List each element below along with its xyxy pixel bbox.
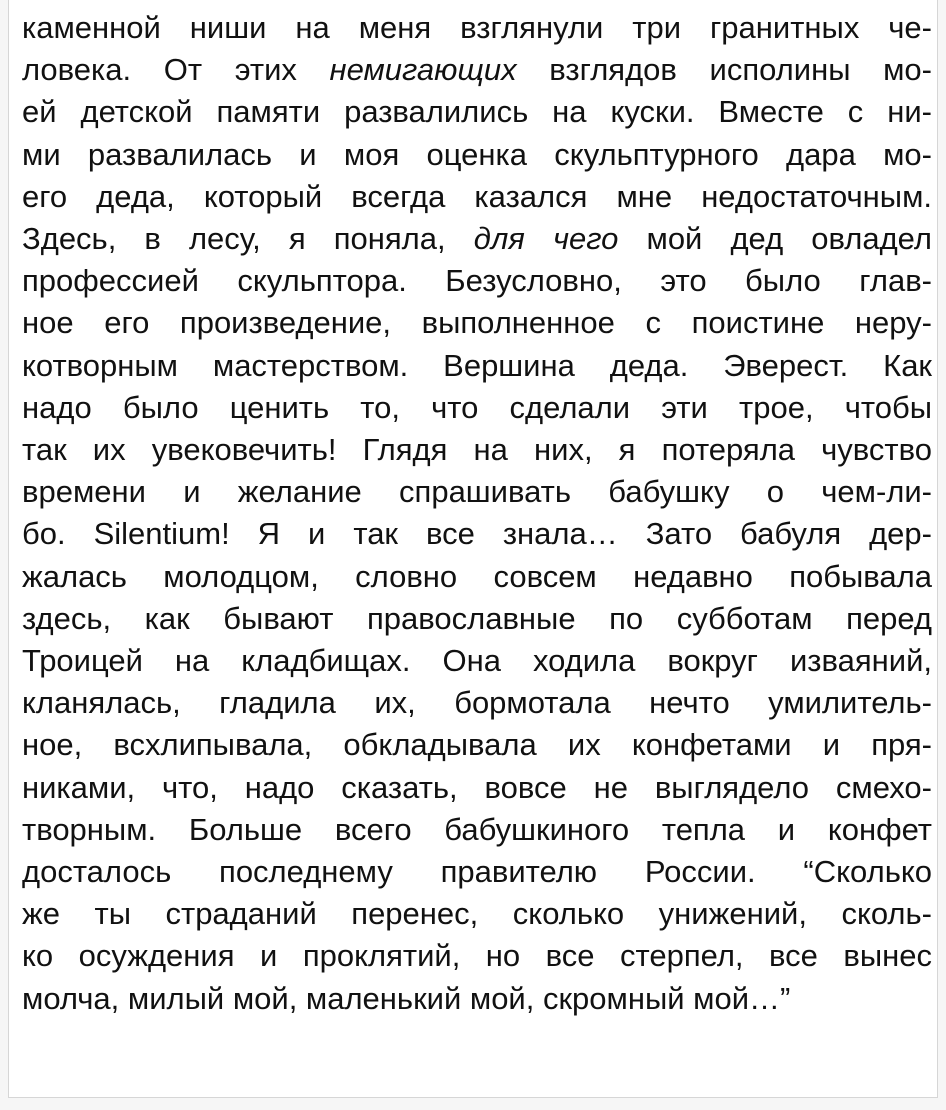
text-segment: котворным мастерством. Вершина деда. Эверест. Как bbox=[22, 347, 932, 383]
italic-emphasis: немигающих bbox=[329, 52, 517, 88]
text-segment: же ты страданий перенес, сколько унижений, сколь- bbox=[22, 896, 932, 932]
text-segment: мой дед овладел bbox=[618, 221, 932, 256]
italic-emphasis: для чего bbox=[473, 221, 619, 256]
text-segment: ловека. От этих bbox=[22, 52, 330, 88]
text-segment: Троицей на кладбищах. Она ходила вокруг изваяний, bbox=[22, 643, 932, 678]
text-segment: ко осуждения и проклятий, но все стерпел, все вынес bbox=[22, 938, 932, 974]
text-line bbox=[22, 471, 932, 513]
text-segment: бо. Silentium! Я и так все знала… Зато бабуля дер- bbox=[22, 516, 932, 552]
text-segment: так их увековечить! Глядя на них, я потеряла чувство bbox=[22, 432, 932, 467]
document-page bbox=[8, 0, 938, 1098]
text-line bbox=[22, 260, 932, 302]
text-segment: профессией скульптора. Безусловно, это было глав- bbox=[22, 263, 932, 299]
text-segment: молча, милый мой, маленький мой, скромный мой…” bbox=[22, 980, 791, 1016]
text-line bbox=[22, 429, 932, 471]
text-line bbox=[22, 640, 932, 682]
text-segment: ное его произведение, выполненное с поистине неру- bbox=[22, 305, 932, 341]
text-segment: никами, что, надо сказать, вовсе не выглядело смехо- bbox=[22, 769, 932, 805]
text-segment: ное, всхлипывала, обкладывала их конфетами и пря- bbox=[22, 727, 932, 763]
text-line bbox=[22, 49, 932, 91]
text-segment: творным. Больше всего бабушкиного тепла и конфет bbox=[22, 811, 932, 847]
text-segment: Здесь, в лесу, я поняла, bbox=[22, 221, 474, 256]
text-line bbox=[22, 893, 932, 935]
text-segment: жалась молодцом, словно совсем недавно побывала bbox=[22, 558, 932, 594]
text-line bbox=[22, 513, 932, 555]
text-line bbox=[22, 851, 932, 893]
text-segment: его деда, который всегда казался мне недостаточным. bbox=[22, 178, 932, 214]
text-line bbox=[22, 134, 932, 176]
text-line bbox=[22, 598, 932, 640]
text-segment: досталось последнему правителю России. “Сколько bbox=[22, 854, 932, 889]
text-segment: кланялась, гладила их, бормотала нечто умилитель- bbox=[22, 685, 932, 721]
text-line bbox=[22, 809, 932, 851]
text-line bbox=[22, 724, 932, 766]
text-segment: здесь, как бывают православные по субботам перед bbox=[22, 600, 932, 636]
text-line bbox=[22, 935, 932, 977]
text-line bbox=[22, 682, 932, 724]
text-line bbox=[22, 978, 790, 1020]
text-line bbox=[22, 387, 932, 429]
text-line bbox=[22, 302, 932, 344]
text-line bbox=[22, 345, 932, 387]
text-segment: ей детской памяти развалились на куски. Вместе с ни- bbox=[22, 94, 932, 130]
text-segment: взглядов исполины мо- bbox=[516, 52, 932, 88]
text-line bbox=[22, 556, 932, 598]
text-segment: ми развалилась и моя оценка скульптурного дара мо- bbox=[22, 136, 932, 172]
text-line bbox=[22, 7, 932, 49]
text-line bbox=[22, 176, 932, 218]
text-segment: надо было ценить то, что сделали эти трое, чтобы bbox=[22, 389, 932, 425]
text-line bbox=[22, 767, 932, 809]
text-line bbox=[22, 218, 932, 260]
text-segment: каменной ниши на меня взглянули три гранитных че- bbox=[22, 10, 932, 45]
text-line bbox=[22, 91, 932, 133]
text-segment: времени и желание спрашивать бабушку о чем-ли- bbox=[22, 474, 932, 510]
